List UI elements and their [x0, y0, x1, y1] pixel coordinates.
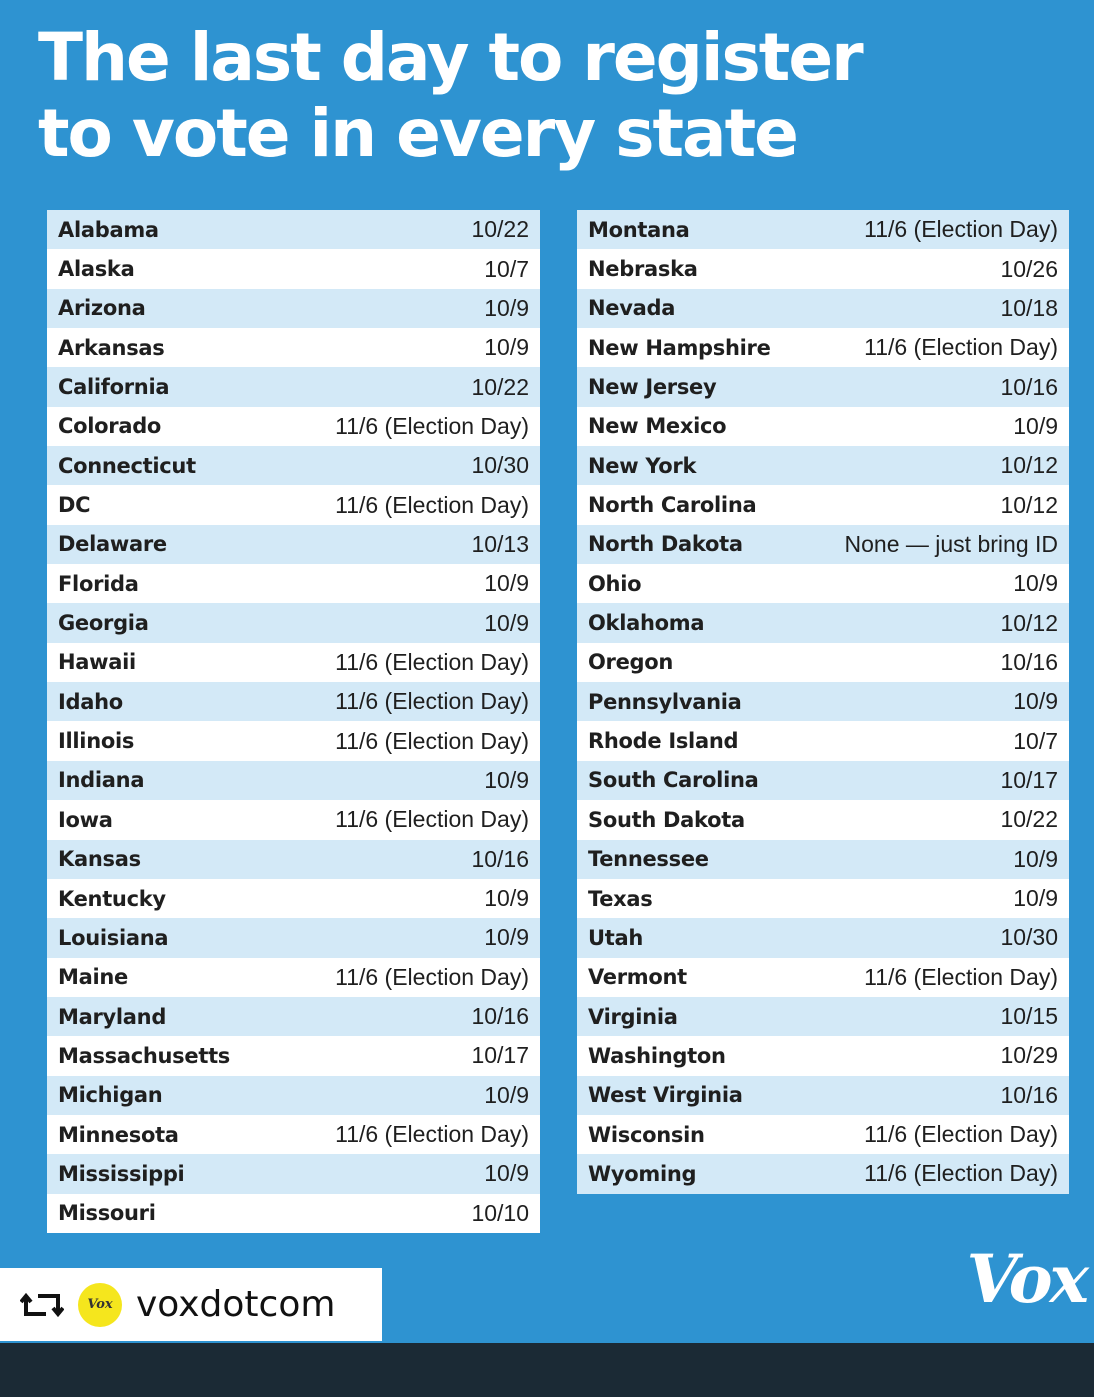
state-name: Tennessee	[588, 847, 709, 872]
table-row	[577, 328, 1069, 367]
table-row	[577, 643, 1069, 682]
table-row	[47, 289, 540, 328]
deadline-date: 11/6 (Election Day)	[335, 688, 529, 715]
deadline-date: 10/9	[1013, 412, 1058, 439]
state-name: Ohio	[588, 571, 642, 596]
table-row	[577, 879, 1069, 918]
deadline-date: 10/29	[1000, 1042, 1058, 1069]
table-row	[47, 918, 540, 957]
state-name: Missouri	[58, 1201, 156, 1226]
deadline-date: 10/9	[484, 1160, 529, 1187]
deadline-date: 10/22	[1000, 806, 1058, 833]
state-name: South Dakota	[588, 807, 745, 832]
state-name: Michigan	[58, 1083, 163, 1108]
page-title	[38, 20, 862, 172]
state-name: New Jersey	[588, 375, 717, 400]
deadline-date: 11/6 (Election Day)	[864, 1160, 1058, 1187]
state-name: Connecticut	[58, 453, 196, 478]
deadline-date: 10/12	[1000, 491, 1058, 518]
deadline-date: 10/9	[1013, 885, 1058, 912]
table-row	[577, 525, 1069, 564]
table-row	[577, 446, 1069, 485]
state-name: DC	[58, 493, 91, 518]
table-row	[47, 485, 540, 524]
deadline-date: 11/6 (Election Day)	[335, 727, 529, 754]
deadline-date: 10/16	[1000, 648, 1058, 675]
deadline-date: 10/7	[1013, 727, 1058, 754]
avatar[interactable]: Vox	[78, 1283, 122, 1327]
state-name: Iowa	[58, 807, 113, 832]
table-row	[47, 682, 540, 721]
table-row	[47, 997, 540, 1036]
deadline-date: 10/9	[484, 570, 529, 597]
deadline-date: 10/16	[471, 1003, 529, 1030]
state-name: New York	[588, 453, 697, 478]
deadline-date: 10/17	[471, 1042, 529, 1069]
state-name: Mississippi	[58, 1161, 185, 1186]
deadline-date: 11/6 (Election Day)	[864, 334, 1058, 361]
table-row	[47, 210, 540, 249]
deadline-date: 10/9	[484, 1081, 529, 1108]
vox-logo: Vox	[966, 1240, 1086, 1318]
table-row	[577, 289, 1069, 328]
deadline-date: 11/6 (Election Day)	[335, 1121, 529, 1148]
deadline-date: 10/16	[471, 845, 529, 872]
deadline-date: 10/10	[471, 1199, 529, 1226]
table-row	[577, 367, 1069, 406]
state-name: Washington	[588, 1043, 726, 1068]
deadline-date: 11/6 (Election Day)	[335, 806, 529, 833]
state-name: Wisconsin	[588, 1122, 705, 1147]
deadline-date: 10/9	[484, 294, 529, 321]
right-deadline-table	[577, 210, 1069, 1194]
state-name: Indiana	[58, 768, 145, 793]
deadline-date: 10/9	[484, 609, 529, 636]
deadline-date: 11/6 (Election Day)	[335, 963, 529, 990]
table-row	[577, 1036, 1069, 1075]
state-name: Illinois	[58, 729, 135, 754]
table-row	[577, 249, 1069, 288]
table-row	[47, 643, 540, 682]
table-row	[47, 958, 540, 997]
table-row	[577, 958, 1069, 997]
state-name: Georgia	[58, 611, 149, 636]
state-name: Oklahoma	[588, 611, 705, 636]
state-name: Wyoming	[588, 1161, 697, 1186]
table-row	[47, 446, 540, 485]
table-row	[47, 249, 540, 288]
deadline-date: 10/12	[1000, 609, 1058, 636]
table-row	[47, 1194, 540, 1233]
left-deadline-table	[47, 210, 540, 1233]
table-row	[47, 761, 540, 800]
deadline-date: 10/16	[1000, 373, 1058, 400]
state-name: North Carolina	[588, 493, 757, 518]
table-row	[577, 564, 1069, 603]
table-row	[47, 328, 540, 367]
state-name: Alaska	[58, 257, 135, 282]
state-name: Rhode Island	[588, 729, 739, 754]
table-row	[47, 603, 540, 642]
state-name: Arizona	[58, 296, 146, 321]
deadline-date: 10/9	[484, 334, 529, 361]
table-row	[47, 721, 540, 760]
table-row	[577, 1115, 1069, 1154]
state-name: Maine	[58, 965, 128, 990]
state-name: California	[58, 375, 170, 400]
state-name: West Virginia	[588, 1083, 743, 1108]
deadline-date: 10/30	[1000, 924, 1058, 951]
table-row	[47, 1115, 540, 1154]
table-row	[47, 1154, 540, 1193]
table-row	[47, 800, 540, 839]
table-row	[577, 761, 1069, 800]
deadline-date: 10/16	[1000, 1081, 1058, 1108]
state-name: Louisiana	[58, 925, 169, 950]
table-row	[577, 407, 1069, 446]
title-line-1: The last day to register	[38, 19, 862, 96]
state-name: New Mexico	[588, 414, 727, 439]
table-row	[577, 1154, 1069, 1193]
state-name: Minnesota	[58, 1122, 179, 1147]
deadline-date: 11/6 (Election Day)	[864, 216, 1058, 243]
table-row	[577, 721, 1069, 760]
deadline-date: 10/7	[484, 255, 529, 282]
state-name: Utah	[588, 925, 644, 950]
state-name: South Carolina	[588, 768, 759, 793]
state-name: Colorado	[58, 414, 162, 439]
table-row	[577, 1076, 1069, 1115]
deadline-date: 11/6 (Election Day)	[335, 412, 529, 439]
deadline-date: 11/6 (Election Day)	[335, 648, 529, 675]
state-name: Hawaii	[58, 650, 136, 675]
deadline-date: 10/13	[471, 530, 529, 557]
deadline-date: 10/9	[1013, 845, 1058, 872]
deadline-date: 10/9	[484, 924, 529, 951]
state-name: Alabama	[58, 217, 159, 242]
deadline-date: 10/18	[1000, 294, 1058, 321]
table-row	[577, 840, 1069, 879]
repost-icon	[20, 1290, 64, 1320]
table-row	[577, 682, 1069, 721]
state-name: Delaware	[58, 532, 167, 557]
table-row	[47, 879, 540, 918]
deadline-date: 10/30	[471, 452, 529, 479]
table-row	[47, 525, 540, 564]
deadline-date: 11/6 (Election Day)	[864, 1121, 1058, 1148]
table-row	[47, 1036, 540, 1075]
state-name: Texas	[588, 886, 653, 911]
deadline-date: 10/22	[471, 373, 529, 400]
table-row	[577, 800, 1069, 839]
state-name: Arkansas	[58, 335, 165, 360]
table-row	[47, 367, 540, 406]
deadline-date: 10/17	[1000, 766, 1058, 793]
repost-badge[interactable]	[0, 1268, 382, 1341]
state-name: Kansas	[58, 847, 141, 872]
deadline-date: 10/26	[1000, 255, 1058, 282]
state-name: Nebraska	[588, 257, 698, 282]
table-row	[577, 603, 1069, 642]
table-row	[47, 840, 540, 879]
deadline-date: 10/15	[1000, 1003, 1058, 1030]
deadline-date: 10/9	[1013, 570, 1058, 597]
table-row	[47, 407, 540, 446]
table-row	[47, 564, 540, 603]
state-name: Nevada	[588, 296, 676, 321]
state-name: Florida	[58, 571, 139, 596]
state-name: Vermont	[588, 965, 687, 990]
state-name: Oregon	[588, 650, 674, 675]
state-name: Maryland	[58, 1004, 167, 1029]
state-name: North Dakota	[588, 532, 743, 557]
deadline-date: 11/6 (Election Day)	[335, 491, 529, 518]
state-name: Virginia	[588, 1004, 678, 1029]
account-handle[interactable]: voxdotcom	[136, 1284, 336, 1325]
deadline-date: 10/12	[1000, 452, 1058, 479]
table-row	[577, 997, 1069, 1036]
deadline-date: None — just bring ID	[844, 530, 1058, 557]
state-name: Kentucky	[58, 886, 166, 911]
deadline-date: 10/9	[484, 885, 529, 912]
state-name: Massachusetts	[58, 1043, 231, 1068]
state-name: New Hampshire	[588, 335, 771, 360]
table-row	[47, 1076, 540, 1115]
deadline-date: 10/9	[1013, 688, 1058, 715]
table-row	[577, 210, 1069, 249]
deadline-date: 10/22	[471, 216, 529, 243]
deadline-date: 10/9	[484, 766, 529, 793]
state-name: Pennsylvania	[588, 689, 742, 714]
title-line-2: to vote in every state	[38, 95, 797, 172]
table-row	[577, 918, 1069, 957]
deadline-date: 11/6 (Election Day)	[864, 963, 1058, 990]
state-name: Idaho	[58, 689, 123, 714]
table-row	[577, 485, 1069, 524]
state-name: Montana	[588, 217, 690, 242]
